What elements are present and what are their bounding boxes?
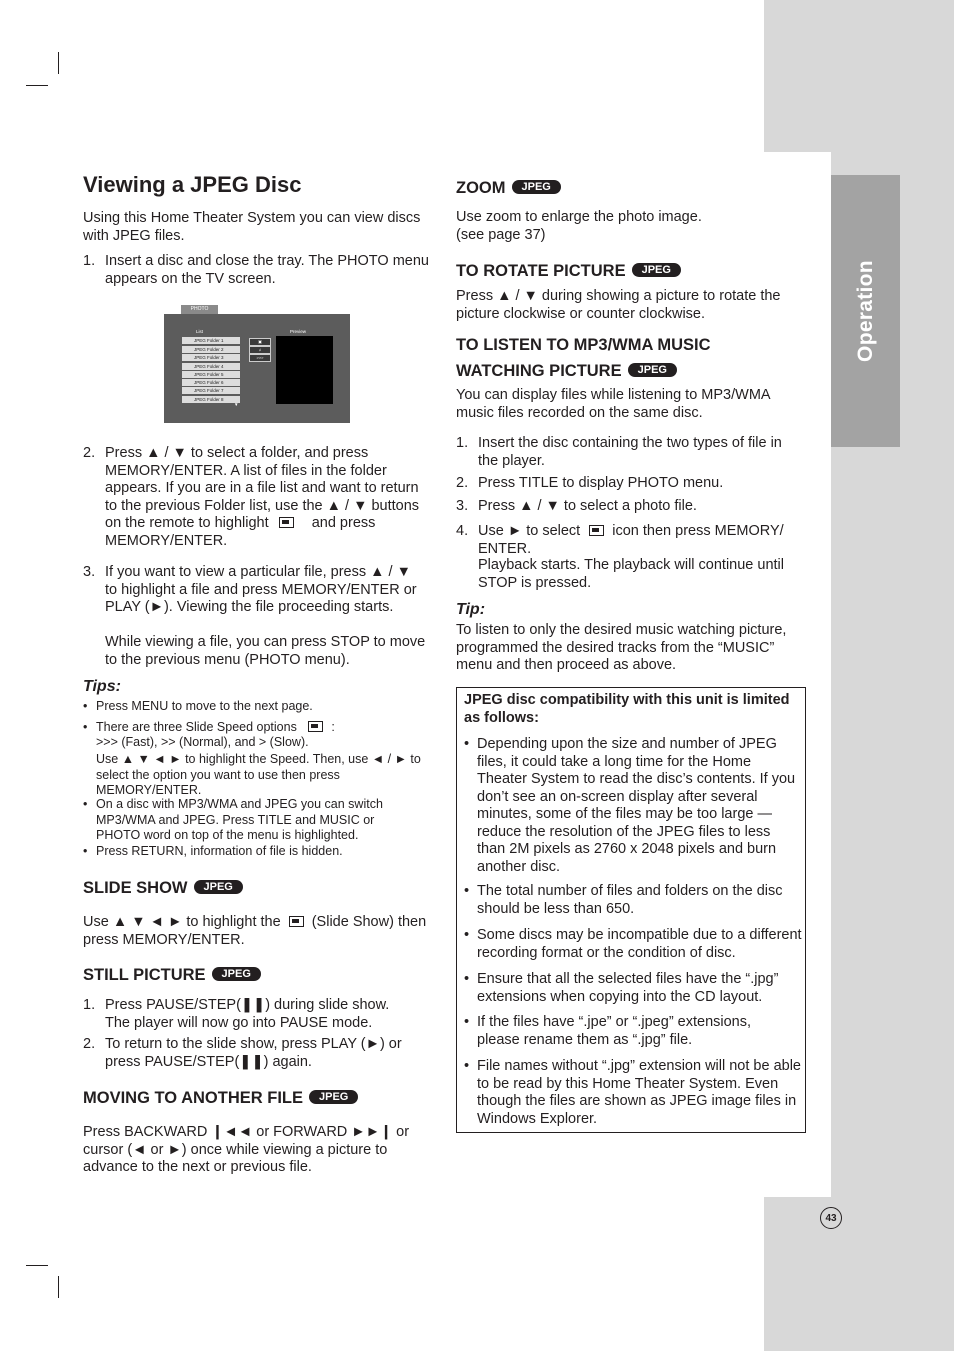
osd-folder-row: JPEG Folder 4 <box>182 363 240 370</box>
osd-folder-row: JPEG Folder 3 <box>182 354 240 361</box>
compat-bullet: • <box>464 927 470 943</box>
listen-heading-1: TO LISTEN TO MP3/WMA MUSIC <box>456 336 711 354</box>
slide-show-title: SLIDE SHOW <box>83 879 188 897</box>
rotate-title: TO ROTATE PICTURE <box>456 262 626 280</box>
compat-item: Some discs may be incompatible due to a different recording format or the condition of disc. <box>477 927 802 961</box>
osd-list-label: List <box>196 329 204 334</box>
tip-heading: Tip: <box>456 601 486 618</box>
step-2-text-a: Press ▲ / ▼ to select a folder, and press MEMORY/ENTER. A list of files in the folder appears. If you are in a file list and want to return to the previous Folder list, use the ▲ / ▼ buttons on the remote to highlight <box>105 445 420 531</box>
listen-heading-2 <box>456 361 677 381</box>
crop-mark <box>26 1265 48 1266</box>
folder-up-icon <box>279 517 294 528</box>
tip-text: To listen to only the desired music watching picture, programmed the desired tracks from the “MUSIC” menu and then proceed as above. <box>456 622 787 673</box>
page-number: 43 <box>820 1207 842 1229</box>
compat-item: The total number of files and folders on the disc should be less than 650. <box>477 883 783 917</box>
rotate-heading <box>456 261 681 281</box>
osd-title: PHOTO <box>181 305 218 314</box>
step-number: 2. <box>83 445 96 461</box>
step-number: 2. <box>456 475 469 491</box>
tip-bullet: • <box>83 720 88 734</box>
step-number: 3. <box>83 564 96 580</box>
still-picture-title: STILL PICTURE <box>83 966 206 984</box>
osd-folder-row: JPEG Folder 6 <box>182 379 240 386</box>
step-2-text-b: and press MEMORY/ENTER. <box>105 515 376 549</box>
step-3-text: If you want to view a particular file, press ▲ / ▼ to highlight a file and press MEMORY/ENTER or PLAY (►). Viewing the file proceeding starts. <box>105 564 417 615</box>
listen-step-3: Press ▲ / ▼ to select a photo file. <box>478 498 697 514</box>
slide-show-heading <box>83 878 243 898</box>
slide-show-icon <box>289 916 304 927</box>
osd-folder-row: JPEG Folder 1 <box>182 337 240 344</box>
slide-show-text-b: (Slide Show) then press MEMORY/ENTER. <box>83 914 427 948</box>
osd-scroll-arrow-icon: ▼ <box>234 402 239 407</box>
listen-step-4-b: icon then press MEMORY/ ENTER. <box>478 523 784 557</box>
tip-item: Press MENU to move to the next page. <box>96 699 313 713</box>
step-number: 1. <box>456 435 469 451</box>
crop-mark <box>58 52 59 74</box>
section-tab-label: Operation <box>853 260 877 362</box>
osd-speed: >>> <box>249 354 271 362</box>
jpeg-badge: JPEG <box>212 967 261 981</box>
zoom-text: Use zoom to enlarge the photo image. (see page 37) <box>456 209 702 243</box>
step-3-note: While viewing a file, you can press STOP to move to the previous menu (PHOTO menu). <box>105 634 426 668</box>
page-title: Viewing a JPEG Disc <box>83 172 302 197</box>
compat-bullet: • <box>464 883 470 899</box>
tip-bullet: • <box>83 699 88 713</box>
osd-slideshow-icon: ▣ <box>249 338 271 346</box>
tip-item: Press RETURN, information of file is hidden. <box>96 844 343 858</box>
step-2-text <box>105 445 427 550</box>
still-picture-heading <box>83 965 261 985</box>
tip-bullet: • <box>83 844 88 858</box>
step-number: 1. <box>83 997 96 1013</box>
tip-item-speeds: >>> (Fast), >> (Normal), and > (Slow). <box>96 735 309 749</box>
listen-step-1: Insert the disc containing the two types of file in the player. <box>478 435 782 469</box>
compatibility-heading: JPEG disc compatibility with this unit is limited as follows: <box>464 692 790 726</box>
zoom-heading <box>456 178 561 198</box>
step-number: 1. <box>83 253 96 269</box>
moving-title: MOVING TO ANOTHER FILE <box>83 1089 304 1107</box>
slide-show-text-a: Use ▲ ▼ ◄ ► to highlight the <box>83 914 281 930</box>
tip-item: There are three Slide Speed options : <box>96 720 335 734</box>
compat-bullet: • <box>464 1058 470 1074</box>
compat-item: Depending upon the size and number of JPEG files, it could take a long time for the Home Theater System to read the disc’s contents. If you don’t see an on-screen display after several minutes, some of the files may be too large — reduce the resolution of the JPEG files to less than 2M pixels as 2760 x 2048 pixels and burn another disc. <box>477 736 796 875</box>
jpeg-badge: JPEG <box>309 1090 358 1104</box>
listen-step-2: Press TITLE to display PHOTO menu. <box>478 475 724 491</box>
osd-folder-row: JPEG Folder 2 <box>182 346 240 353</box>
osd-preview-label: Preview <box>290 329 307 334</box>
crop-mark <box>26 85 48 86</box>
moving-text: Press BACKWARD ❙◄◄ or FORWARD ►►❙ or cursor (◄ or ►) once while viewing a picture to advance to the next or previous file. <box>83 1124 410 1175</box>
compat-item: If the files have “.jpe” or “.jpeg” extensions, please rename them as “.jpg” file. <box>477 1014 752 1048</box>
tips-heading: Tips: <box>83 678 121 695</box>
crop-mark <box>58 1276 59 1298</box>
step-1-text: Insert a disc and close the tray. The PHOTO menu appears on the TV screen. <box>105 253 429 287</box>
osd-folder-row: JPEG Folder 7 <box>182 387 240 394</box>
jpeg-badge: JPEG <box>632 263 681 277</box>
step-number: 2. <box>83 1036 96 1052</box>
tip-bullet: • <box>83 797 88 811</box>
zoom-title: ZOOM <box>456 179 506 197</box>
listen-title: WATCHING PICTURE <box>456 362 622 380</box>
step-number: 4. <box>456 523 469 539</box>
tip-item-text: There are three Slide Speed options <box>96 720 297 734</box>
compat-item: Ensure that all the selected files have the “.jpg” extensions when copying into the CD layout. <box>477 971 779 1005</box>
osd-folder-row: JPEG Folder 8 <box>182 396 240 403</box>
listen-step-4 <box>478 523 793 558</box>
tip-item: On a disc with MP3/WMA and JPEG you can switch MP3/WMA and JPEG. Press TITLE and MUSIC or PHOTO word on top of the menu is highlighted. <box>96 797 383 842</box>
compat-bullet: • <box>464 736 470 752</box>
slide-show-text <box>83 914 428 949</box>
jpeg-badge: JPEG <box>512 180 561 194</box>
moving-heading <box>83 1088 358 1108</box>
compat-item: File names without “.jpg” extension will not be able to be read by this Home Theater System. Even though the files are shown as JPEG image files in Windows Explorer. <box>477 1058 801 1127</box>
still-step-1: Press PAUSE/STEP(❚❚) during slide show. The player will now go into PAUSE mode. <box>105 997 390 1031</box>
tip-item-use: Use ▲ ▼ ◄ ► to highlight the Speed. Then, use ◄ / ► to select the option you want to use then press MEMORY/ENTER. <box>96 752 421 797</box>
jpeg-badge: JPEG <box>194 880 243 894</box>
step-number: 3. <box>456 498 469 514</box>
listen-step-4-note: Playback starts. The playback will continue until STOP is pressed. <box>478 557 784 591</box>
listen-step-4-a: Use ► to select <box>478 523 581 539</box>
intro-text: Using this Home Theater System you can view discs with JPEG files. <box>83 210 421 244</box>
osd-folder-row: JPEG Folder 5 <box>182 371 240 378</box>
rotate-text: Press ▲ / ▼ during showing a picture to rotate the picture clockwise or counter clockwise. <box>456 288 781 322</box>
jpeg-badge: JPEG <box>628 363 677 377</box>
compat-bullet: • <box>464 1014 470 1030</box>
still-step-2: To return to the slide show, press PLAY (►) or press PAUSE/STEP(❚❚) again. <box>105 1036 402 1070</box>
osd-preview-window <box>276 336 333 404</box>
listen-intro: You can display files while listening to MP3/WMA music files recorded on the same disc. <box>456 387 770 421</box>
slide-speed-icon <box>308 721 323 732</box>
osd-music-icon: ♫ <box>249 346 271 354</box>
compat-bullet: • <box>464 971 470 987</box>
music-photo-icon <box>589 525 604 536</box>
